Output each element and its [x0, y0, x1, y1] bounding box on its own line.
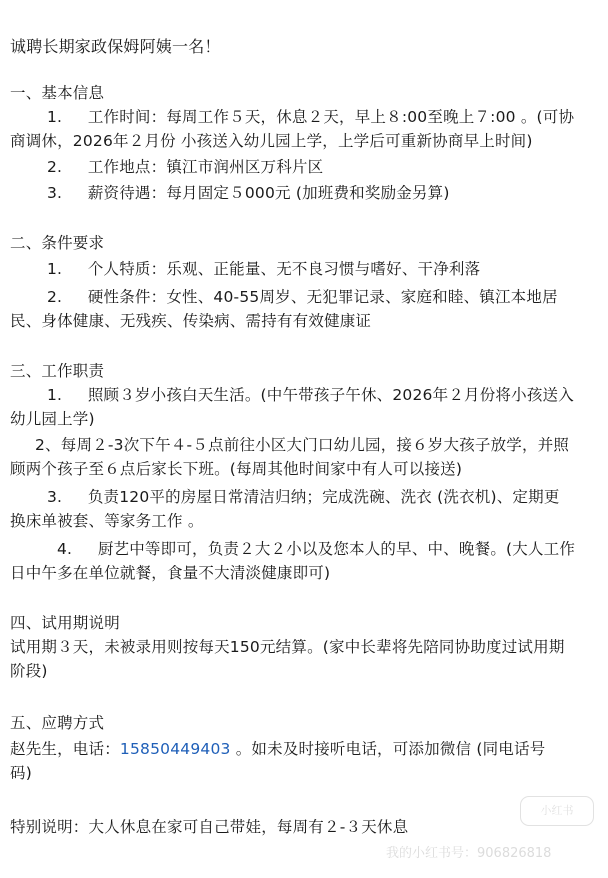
section-requirements-heading: 二、条件要求	[10, 234, 105, 252]
contact-line-2: 码)	[10, 764, 32, 782]
contact-wechat-note: 。如未及时接听电话，可添加微信 (同电话号	[230, 740, 546, 758]
work-hours-line-2: 商调休，2026年２月份 小孩送入幼儿园上学，上学后可重新协商早上时间)	[10, 132, 533, 150]
duty-cooking-line-2: 日中午多在单位就餐，食量不大清淡健康即可)	[10, 564, 331, 582]
duty-cleaning-line-2: 换床单被套、等家务工作 。	[10, 512, 204, 530]
watermark-id: 我的小红书号：906826818	[386, 846, 552, 861]
hard-requirements-line-2: 民、身体健康、无残疾、传染病、需持有有效健康证	[10, 312, 372, 330]
contact-line-1	[10, 738, 598, 760]
personal-traits: 1. 个人特质：乐观、正能量、无不良习惯与嗜好、干净利落	[47, 260, 481, 278]
duty-cleaning-line-1: 3. 负责120平的房屋日常清洁归纳；完成洗碗、洗衣 (洗衣机)、定期更	[47, 488, 560, 506]
work-location: 2. 工作地点：镇江市润州区万科片区	[47, 158, 324, 176]
probation-text-line-1: 试用期３天，未被录用则按每天150元结算。(家中长辈将先陪同协助度过试用期	[10, 638, 565, 656]
work-hours-line-1: 1. 工作时间：每周工作５天，休息２天，早上８:00至晚上７:00 。(可协	[47, 108, 575, 126]
section-probation-heading: 四、试用期说明	[10, 614, 120, 632]
section-basic-info-heading: 一、基本信息	[10, 84, 105, 102]
salary: 3. 薪资待遇：每月固定５000元 (加班费和奖励金另算)	[47, 184, 450, 202]
page-title: 诚聘长期家政保姆阿姨一名！	[10, 37, 221, 56]
duty-cooking-line-1: 4. 厨艺中等即可，负责２大２小以及您本人的早、中、晚餐。(大人工作	[57, 540, 576, 558]
watermark-badge: 小红书	[520, 796, 594, 826]
duty-childcare-line-2: 幼儿园上学)	[10, 410, 95, 428]
special-note: 特别说明：大人休息在家可自己带娃，每周有２-３天休息	[10, 818, 409, 836]
section-duties-heading: 三、工作职责	[10, 362, 105, 380]
contact-name: 赵先生，电话：	[10, 740, 120, 758]
phone-number-link[interactable]: 15850449403	[119, 740, 231, 758]
hard-requirements-line-1: 2. 硬性条件：女性、40-55周岁、无犯罪记录、家庭和睦、镇江本地居	[47, 288, 558, 306]
section-apply-heading: 五、应聘方式	[10, 714, 105, 732]
duty-pickup-line-2: 顾两个孩子至６点后家长下班。(每周其他时间家中有人可以接送)	[10, 460, 463, 478]
duty-pickup-line-1: 2、每周２-3次下午４-５点前往小区大门口幼儿园，接６岁大孩子放学，并照	[35, 436, 570, 454]
duty-childcare-line-1: 1. 照顾３岁小孩白天生活。(中午带孩子午休、2026年２月份将小孩送入	[47, 386, 574, 404]
probation-text-line-2: 阶段)	[10, 662, 48, 680]
